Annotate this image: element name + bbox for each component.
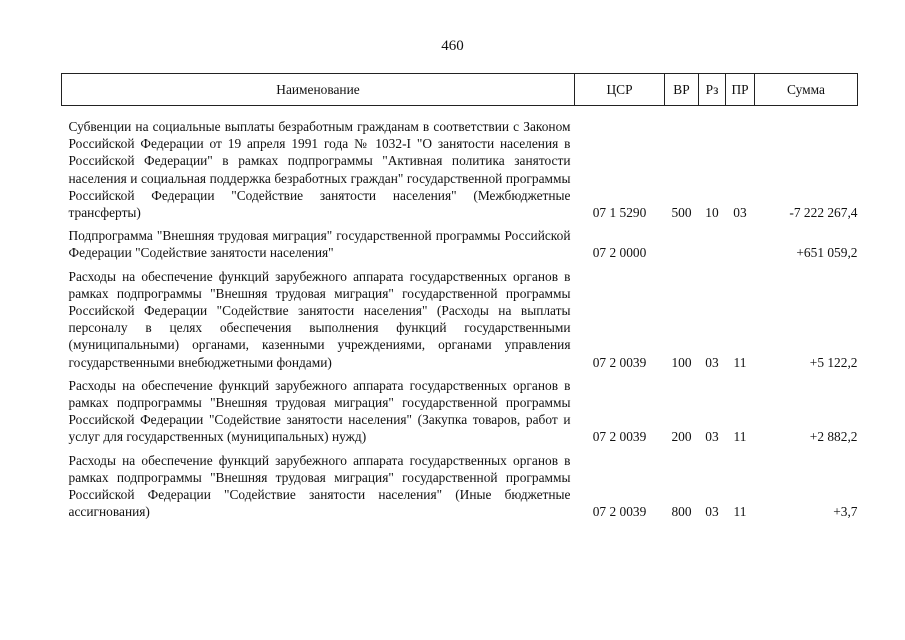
column-header-csr: ЦСР (575, 74, 665, 106)
row-rz: 03 (705, 504, 719, 520)
page-number: 460 (441, 38, 464, 54)
row-name: Расходы на обеспечение функций зарубежного аппарата государственных органов в рамках подпрограммы "Внешняя трудовая миграция" государственной программы Российской Федерации "Содействие занятости населения" (Расходы на выплаты персоналу в целях обеспечения выполнения функций государственными (муниципальными) органами, казенными учреждениями, органами управления государственными внебюджетными фондами) (68, 268, 571, 370)
table-row (62, 112, 858, 221)
row-name: Подпрограмма "Внешняя трудовая миграция" государственной программы Российской Федерации "Содействие занятости населения" (68, 228, 571, 261)
row-name: Расходы на обеспечение функций зарубежного аппарата государственных органов в рамках подпрограммы "Внешняя трудовая миграция" государственной программы Российской Федерации "Содействие занятости населения" (Закупка товаров, работ и услуг для государственных (муниципальных) нужд) (68, 377, 571, 445)
column-header-vr: ВР (665, 74, 699, 106)
row-vr: 200 (671, 429, 692, 445)
row-vr: 800 (671, 504, 692, 520)
row-vr (665, 221, 699, 261)
column-header-pr: ПР (726, 74, 755, 106)
row-pr: 11 (733, 504, 747, 520)
table-row (62, 446, 858, 521)
row-csr: 07 1 5290 (592, 205, 647, 221)
budget-table (61, 73, 858, 520)
row-sum: +2 882,2 (809, 429, 858, 445)
row-sum: +651 059,2 (796, 245, 858, 261)
row-pr: 03 (733, 205, 747, 221)
row-csr: 07 2 0039 (592, 354, 647, 370)
row-rz: 10 (705, 205, 719, 221)
row-csr: 07 2 0039 (592, 429, 647, 445)
table-body (62, 106, 858, 521)
row-rz: 03 (705, 429, 719, 445)
table-row (62, 371, 858, 446)
row-vr: 100 (671, 354, 692, 370)
row-name: Субвенции на социальные выплаты безработным гражданам в соответствии с Законом Российской Федерации от 19 апреля 1991 года № 1032-I "О занятости населения в Российской Федерации" в рамках подпрограммы "Активная политика занятости населения и социальная поддержка безработных граждан" государственной программы Российской Федерации "Содействие занятости населения" (Межбюджетные трансферты) (68, 119, 571, 221)
table-row (62, 262, 858, 371)
table-row (62, 221, 858, 261)
row-pr: 11 (733, 354, 747, 370)
row-sum: +5 122,2 (809, 354, 858, 370)
row-csr: 07 2 0039 (592, 504, 647, 520)
row-sum: +3,7 (833, 504, 858, 520)
column-header-rz: Рз (699, 74, 726, 106)
row-csr: 07 2 0000 (592, 245, 647, 261)
row-name: Расходы на обеспечение функций зарубежного аппарата государственных органов в рамках подпрограммы "Внешняя трудовая миграция" государственной программы Российской Федерации "Содействие занятости населения" (Иные бюджетные ассигнования) (68, 452, 571, 520)
table-header-row (62, 74, 858, 106)
column-header-name: Наименование (62, 74, 575, 106)
row-vr: 500 (671, 205, 692, 221)
row-pr (726, 221, 755, 261)
row-rz: 03 (705, 354, 719, 370)
row-pr: 11 (733, 429, 747, 445)
row-sum: -7 222 267,4 (789, 205, 858, 221)
row-rz (699, 221, 726, 261)
table-header (62, 74, 858, 106)
column-header-sum: Сумма (755, 74, 858, 106)
